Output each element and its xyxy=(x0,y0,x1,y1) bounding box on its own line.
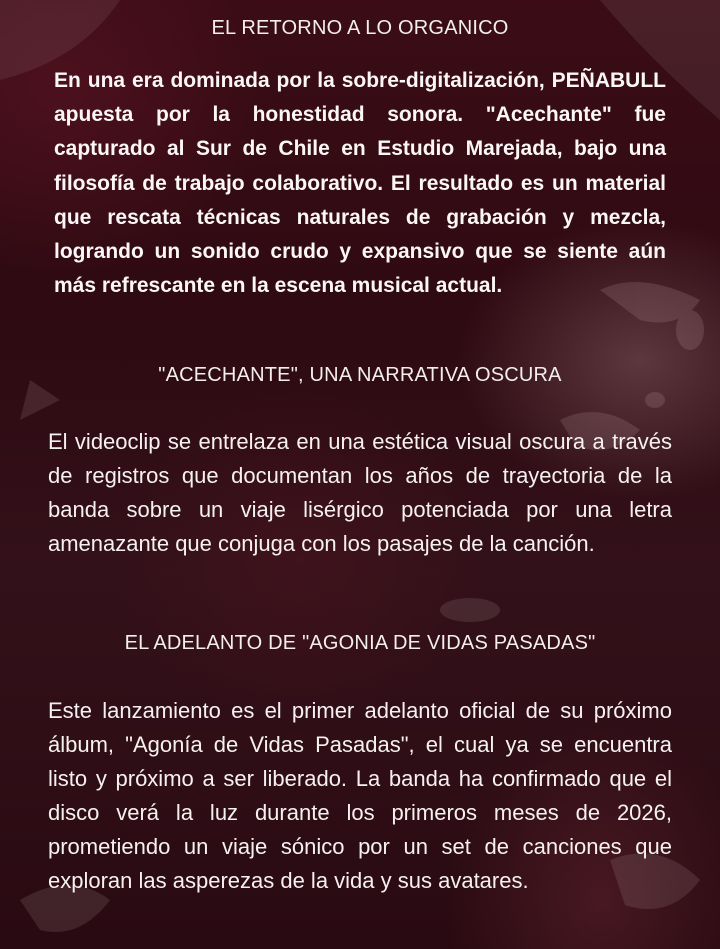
section-heading-acechante: "ACECHANTE", UNA NARRATIVA OSCURA xyxy=(158,364,562,386)
section-paragraph-adelanto: Este lanzamiento es el primer adelanto oficial de su próximo álbum, "Agonía de Vidas Pasadas", el cual ya se encuentra listo y próximo a ser liberado. La banda ha confirmado que el disco verá la luz durante los primeros meses de 2026, prometiendo un viaje sónico por un set de canciones que exploran las asperezas de la vida y sus avatares. xyxy=(48,698,672,893)
section-paragraph-retorno: En una era dominada por la sobre-digitalización, PEÑABULL apuesta por la honestidad sonora. "Acechante" fue capturado al Sur de Chile en Estudio Marejada, bajo una filosofía de trabajo colaborativo. El resultado es un material que rescata técnicas naturales de grabación y mezcla, logrando un sonido crudo y expansivo que se siente aún más refrescante en la escena musical actual. xyxy=(54,69,666,298)
section-heading-retorno: EL RETORNO A LO ORGANICO xyxy=(211,17,509,39)
section-heading-adelanto: EL ADELANTO DE "AGONIA DE VIDAS PASADAS" xyxy=(124,632,596,654)
section-paragraph-acechante: El videoclip se entrelaza en una estética visual oscura a través de registros que documentan los años de trayectoria de la banda sobre un viaje lisérgico potenciada por una letra amenazante que conjuga con los pasajes de la canción. xyxy=(48,429,672,556)
